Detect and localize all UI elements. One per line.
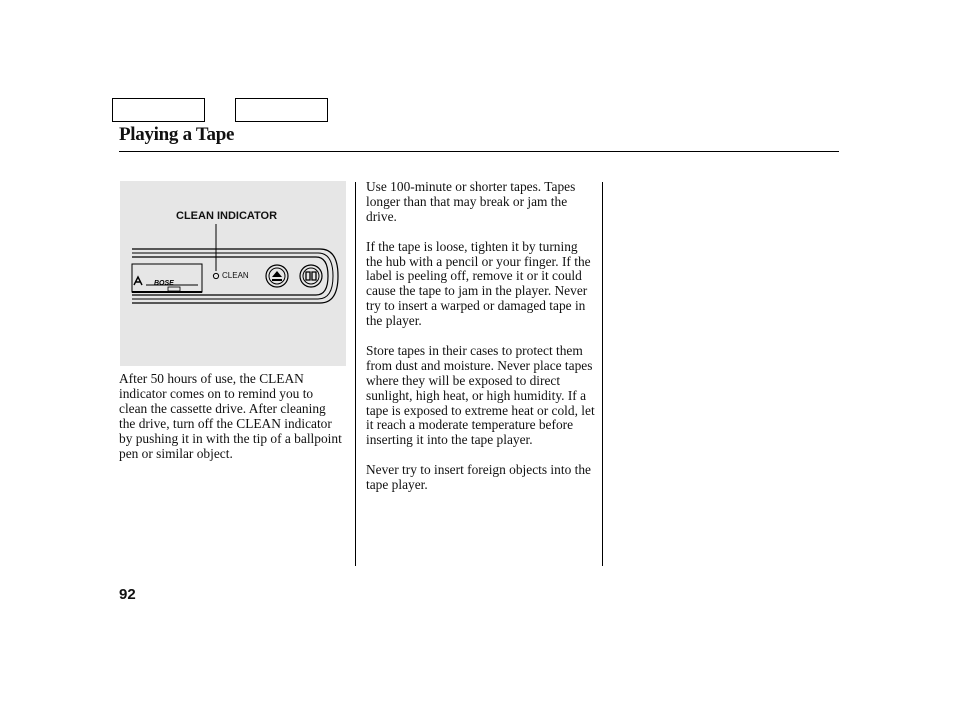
tape-direction-icon bbox=[306, 272, 316, 280]
clean-panel-text: CLEAN bbox=[222, 271, 249, 280]
nav-tab-2[interactable] bbox=[235, 98, 328, 122]
brand-logo: BOSE bbox=[154, 280, 174, 287]
column-divider-2 bbox=[602, 182, 603, 566]
middle-column-text bbox=[366, 180, 596, 508]
title-rule bbox=[119, 151, 839, 152]
clean-indicator-label: CLEAN INDICATOR bbox=[176, 210, 278, 222]
left-column-text bbox=[119, 372, 344, 476]
paragraph: Store tapes in their cases to protect them from dust and moisture. Never place tapes where they will be exposed to direct sunlight, high heat, or high humidity. If a tape is exposed to extreme heat or cold, let it reach a moderate temperature before inserting it into the tape player. bbox=[366, 342, 595, 448]
paragraph: After 50 hours of use, the CLEAN indicator comes on to remind you to clean the cassette drive. After cleaning the drive, turn off the CLEAN indicator by pushing it in with the tip of a ballpoint pen or similar object. bbox=[119, 371, 342, 461]
eject-icon bbox=[272, 271, 282, 281]
a-logo-mark bbox=[134, 277, 142, 285]
column-divider-1 bbox=[355, 182, 356, 566]
page-number: 92 bbox=[119, 586, 136, 603]
paragraph: Never try to insert foreign objects into the tape player. bbox=[366, 462, 591, 493]
page-title: Playing a Tape bbox=[119, 124, 235, 145]
nav-tab-1[interactable] bbox=[112, 98, 205, 122]
clean-indicator-figure bbox=[120, 181, 346, 366]
clean-indicator-led bbox=[213, 273, 218, 278]
paragraph: Use 100-minute or shorter tapes. Tapes longer than that may break or jam the drive. bbox=[366, 179, 576, 224]
paragraph: If the tape is loose, tighten it by turning the hub with a pencil or your finger. If the label is peeling off, remove it or it could cause the tape to jam in the player. Never try to insert a warped or damaged tape in the player. bbox=[366, 238, 591, 329]
